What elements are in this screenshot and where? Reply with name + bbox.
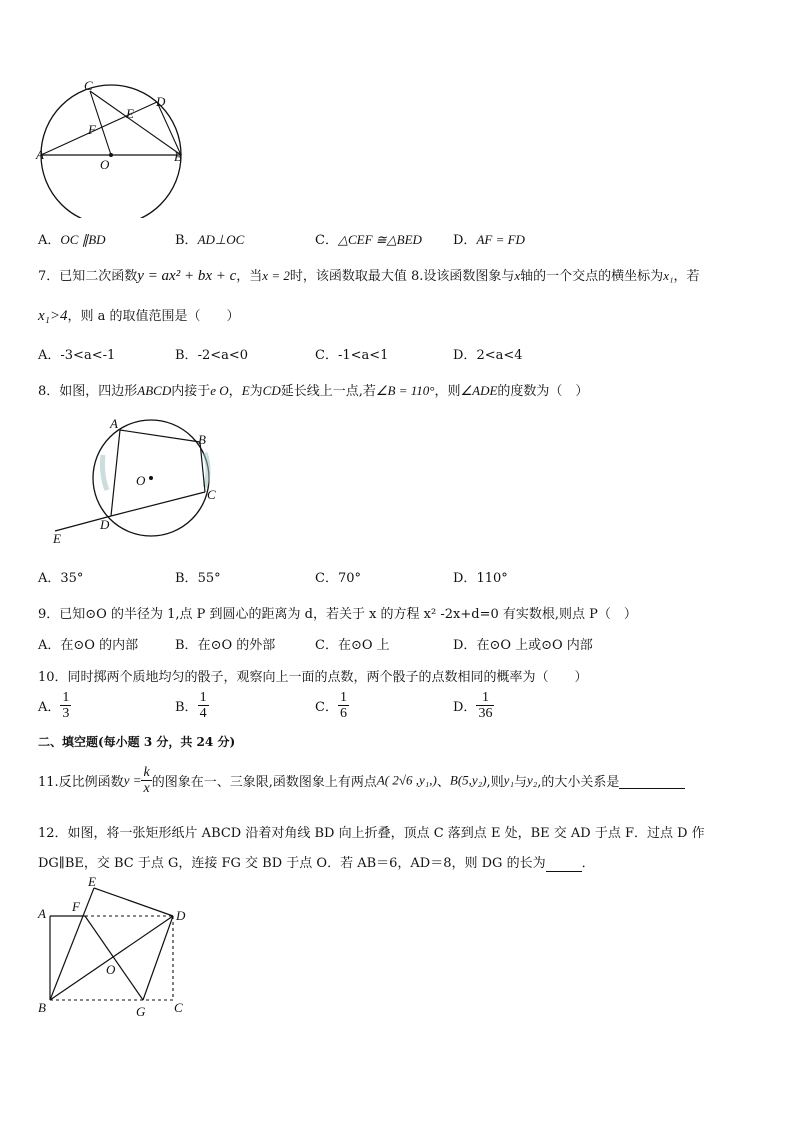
denominator: 36 bbox=[478, 706, 493, 721]
option-letter: A． bbox=[38, 638, 61, 653]
option-text: △CEF ≅△BED bbox=[337, 232, 422, 247]
label-c: C bbox=[174, 1000, 183, 1015]
formula: CD bbox=[262, 383, 281, 398]
formula: y = bbox=[123, 772, 142, 788]
formula: y₁ bbox=[503, 772, 514, 788]
formula: x₁ bbox=[663, 268, 674, 283]
segment-cb bbox=[90, 91, 181, 155]
text: ，若 bbox=[673, 269, 700, 284]
option-text: -3<a<-1 bbox=[60, 348, 116, 363]
q8-stem bbox=[38, 380, 588, 399]
fraction bbox=[338, 690, 349, 721]
label-g: G bbox=[136, 1004, 146, 1019]
numerator: 1 bbox=[62, 690, 70, 705]
option-text: AD⊥OC bbox=[197, 232, 245, 247]
formula: ∠B = 110° bbox=[375, 383, 435, 398]
numerator: 1 bbox=[476, 690, 494, 706]
option-b[interactable] bbox=[175, 634, 275, 653]
text: ． bbox=[581, 856, 595, 871]
label-o: O bbox=[100, 157, 110, 172]
label-b: B bbox=[198, 432, 206, 447]
option-letter: C． bbox=[315, 700, 338, 715]
fraction bbox=[476, 690, 494, 721]
option-text: 55° bbox=[197, 571, 221, 586]
label-a: A bbox=[38, 906, 46, 921]
option-b[interactable] bbox=[175, 344, 248, 363]
label-d: D bbox=[100, 517, 110, 532]
segment-ab bbox=[120, 430, 200, 442]
option-d[interactable] bbox=[453, 344, 523, 363]
option-a[interactable] bbox=[38, 344, 115, 363]
formula: A( 2√6 ,y₁,) bbox=[376, 772, 437, 788]
option-a[interactable] bbox=[38, 567, 83, 586]
segment-fg bbox=[85, 916, 143, 1000]
label-e: E bbox=[53, 531, 61, 546]
option-letter: D． bbox=[453, 348, 477, 363]
option-c[interactable] bbox=[315, 567, 361, 586]
formula: y₂ bbox=[526, 772, 538, 788]
option-b[interactable] bbox=[175, 690, 209, 721]
option-letter: C． bbox=[315, 348, 338, 363]
q9-stem: 9．已知⊙O 的半径为 1,点 P 到圆心的距离为 d，若关于 x 的方程 x² -2x+d=0 有实数根,则点 P（ ） bbox=[38, 607, 637, 622]
option-letter: A． bbox=[38, 348, 61, 363]
formula: e O bbox=[210, 383, 229, 398]
option-letter: C． bbox=[315, 233, 338, 248]
question-11 bbox=[38, 765, 685, 796]
option-c[interactable] bbox=[315, 229, 422, 248]
text: 内接于 bbox=[171, 384, 211, 399]
center-point bbox=[149, 476, 153, 480]
text: ， bbox=[228, 384, 242, 399]
label-d: D bbox=[156, 94, 166, 109]
formula: x = 2 bbox=[262, 268, 290, 283]
option-text: 在⊙O 的外部 bbox=[197, 638, 276, 653]
segment-ed bbox=[94, 888, 173, 916]
option-letter: B． bbox=[175, 348, 198, 363]
formula: ∠ADE bbox=[460, 383, 498, 398]
option-letter: B． bbox=[175, 233, 198, 248]
formula: x bbox=[514, 268, 521, 283]
option-a[interactable] bbox=[38, 690, 71, 721]
segment-dg bbox=[143, 916, 173, 1000]
option-letter: B． bbox=[175, 700, 198, 715]
formula: ABCD bbox=[137, 383, 172, 398]
option-c[interactable] bbox=[315, 690, 349, 721]
option-d[interactable] bbox=[453, 229, 525, 248]
option-letter: D． bbox=[453, 638, 477, 653]
option-text: 在⊙O 上或⊙O 内部 bbox=[476, 638, 593, 653]
option-text: 70° bbox=[337, 571, 361, 586]
fraction bbox=[60, 690, 71, 721]
label-f: F bbox=[88, 122, 96, 137]
label-d: D bbox=[176, 908, 186, 923]
option-a[interactable] bbox=[38, 634, 138, 653]
denominator: 6 bbox=[339, 706, 347, 721]
q10-stem: 10．同时掷两个质地均匀的骰子，观察向上一面的点数，两个骰子的点数相同的概率为（ ） bbox=[38, 670, 588, 685]
option-letter: C． bbox=[315, 571, 338, 586]
option-a[interactable] bbox=[38, 229, 106, 248]
segment-cd bbox=[111, 492, 205, 516]
label-a: A bbox=[36, 147, 44, 162]
fraction bbox=[141, 765, 151, 796]
text: 轴的一个交点的横坐标为 bbox=[520, 269, 664, 284]
numerator: 1 bbox=[199, 690, 207, 705]
label-o: O bbox=[106, 962, 116, 977]
text: ,则 bbox=[486, 775, 504, 790]
text: 、 bbox=[436, 775, 450, 790]
segment-ac bbox=[41, 102, 157, 155]
option-text: -1<a<1 bbox=[337, 348, 389, 363]
text: ，当 bbox=[236, 269, 263, 284]
label-a: A bbox=[110, 416, 118, 431]
section-heading: 二、填空题(每小题 3 分，共 24 分) bbox=[38, 735, 236, 749]
option-text: 在⊙O 的内部 bbox=[60, 638, 139, 653]
numerator: 1 bbox=[339, 690, 347, 705]
text: DG∥BE，交 BC 于点 G，连接 FG 交 BD 于点 O．若 AB＝6，AD＝8，则 DG 的长为 bbox=[38, 856, 546, 871]
option-d[interactable] bbox=[453, 690, 494, 721]
option-d[interactable] bbox=[453, 634, 593, 653]
option-letter: D． bbox=[453, 700, 477, 715]
option-c[interactable] bbox=[315, 634, 390, 653]
label-c: C bbox=[84, 78, 93, 93]
text: 时，该函数取最大值 8.设该函数图象与 bbox=[289, 269, 515, 284]
label-f: F bbox=[72, 899, 80, 914]
text: 延长线上一点,若 bbox=[280, 384, 376, 399]
option-b[interactable] bbox=[175, 567, 221, 586]
text: ,的大小关系是 bbox=[537, 775, 620, 790]
shading bbox=[103, 455, 108, 490]
numerator: k bbox=[143, 765, 150, 780]
formula: y = ax² + bx + c bbox=[137, 268, 237, 284]
label-e: E bbox=[88, 874, 96, 889]
formula: x₁>4 bbox=[38, 308, 68, 324]
answer-blank[interactable] bbox=[546, 856, 582, 872]
denominator: 4 bbox=[199, 706, 207, 721]
figure-q6-circle bbox=[30, 78, 200, 218]
option-text: -2<a<0 bbox=[197, 348, 249, 363]
option-d[interactable] bbox=[453, 567, 508, 586]
option-text: AF = FD bbox=[476, 232, 525, 247]
option-letter: B． bbox=[175, 638, 198, 653]
text: 的度数为（ ） bbox=[497, 384, 589, 399]
option-letter: A． bbox=[38, 233, 61, 248]
option-letter: A． bbox=[38, 571, 61, 586]
text: ，则 a 的取值范围是（ ） bbox=[67, 309, 240, 324]
answer-blank[interactable] bbox=[619, 773, 685, 789]
diagonal-bd bbox=[50, 916, 173, 1000]
denominator: x bbox=[143, 781, 150, 796]
label-b: B bbox=[174, 149, 182, 164]
option-c[interactable] bbox=[315, 344, 388, 363]
option-letter: C． bbox=[315, 638, 338, 653]
fraction bbox=[198, 690, 209, 721]
option-text: 2<a<4 bbox=[476, 348, 523, 363]
figure-q12-folded-rectangle bbox=[36, 873, 196, 1023]
label-c: C bbox=[207, 487, 216, 502]
text: 与 bbox=[513, 775, 527, 790]
q12-line2 bbox=[38, 852, 595, 872]
segment-da bbox=[111, 430, 120, 516]
option-text: 在⊙O 上 bbox=[337, 638, 390, 653]
option-letter: D． bbox=[453, 233, 477, 248]
segment-bc bbox=[200, 442, 205, 492]
shading bbox=[205, 453, 208, 487]
text: 11.反比例函数 bbox=[38, 775, 124, 790]
formula: E bbox=[241, 383, 250, 398]
option-text: OC ∥BD bbox=[60, 232, 106, 247]
option-text: 110° bbox=[476, 571, 508, 586]
text: 7．已知二次函数 bbox=[38, 269, 138, 284]
option-letter: A． bbox=[38, 700, 61, 715]
text: 8．如图，四边形 bbox=[38, 384, 138, 399]
center-point bbox=[109, 153, 113, 157]
q7-line2 bbox=[38, 305, 240, 325]
label-e: E bbox=[126, 106, 134, 121]
label-b: B bbox=[38, 1000, 46, 1015]
q12-line1: 12．如图，将一张矩形纸片 ABCD 沿着对角线 BD 向上折叠，顶点 C 落到点 E 处，BE 交 AD 于点 F．过点 D 作 bbox=[38, 826, 705, 841]
text: 的图象在一、三象限,函数图象上有两点 bbox=[151, 775, 377, 790]
option-letter: B． bbox=[175, 571, 198, 586]
q7-line1 bbox=[38, 265, 700, 285]
option-letter: D． bbox=[453, 571, 477, 586]
text: 为 bbox=[249, 384, 263, 399]
formula: B(5,y₂) bbox=[449, 772, 487, 788]
option-text: 35° bbox=[60, 571, 84, 586]
denominator: 3 bbox=[62, 706, 70, 721]
option-b[interactable] bbox=[175, 229, 244, 248]
label-o: O bbox=[136, 473, 146, 488]
figure-q8-cyclic-quad bbox=[45, 415, 225, 550]
text: ，则 bbox=[434, 384, 461, 399]
